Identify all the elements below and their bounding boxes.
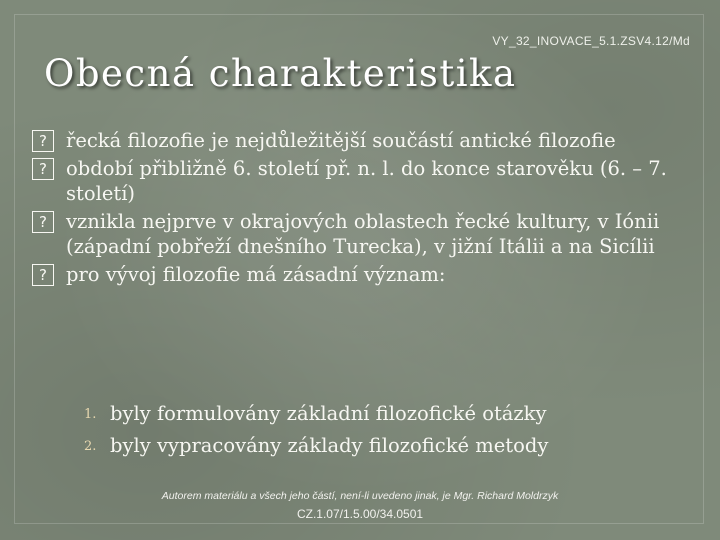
bullet-text: období přibližně 6. století př. n. l. do konce starověku (6. – 7. století) — [66, 157, 667, 205]
bullet-item — [32, 262, 692, 287]
bullet-item — [32, 128, 692, 153]
item-number: 2. — [84, 439, 97, 454]
numbered-item — [84, 430, 548, 462]
bullet-text: řecká filozofie je nejdůležitější součástí antické filozofie — [66, 129, 616, 152]
missing-glyph-icon: ? — [32, 211, 54, 233]
footer — [0, 487, 720, 523]
bullet-item — [32, 156, 692, 206]
slide-title: Obecná charakteristika — [44, 52, 517, 95]
material-code: VY_32_INOVACE_5.1.ZSV4.12/Md — [492, 34, 690, 48]
missing-glyph-icon: ? — [32, 264, 54, 286]
missing-glyph-icon: ? — [32, 158, 54, 180]
numbered-item — [84, 398, 548, 430]
bullet-text: vznikla nejprve v okrajových oblastech řecké kultury, v Iónii (západní pobřeží dnešního Turecka), v jižní Itálii a na Sicílii — [66, 210, 660, 258]
bullet-item — [32, 209, 692, 259]
missing-glyph-icon: ? — [32, 130, 54, 152]
item-number: 1. — [84, 407, 97, 422]
numbered-text: byly vypracovány základy filozofické metody — [110, 434, 549, 457]
bullet-list — [32, 128, 692, 290]
footer-author: Autorem materiálu a všech jeho částí, není-li uvedeno jinak, je Mgr. Richard Moldrzyk — [161, 490, 559, 502]
numbered-list — [84, 398, 548, 462]
numbered-text: byly formulovány základní filozofické otázky — [110, 402, 547, 425]
footer-project-code: CZ.1.07/1.5.00/34.0501 — [296, 507, 424, 521]
bullet-text: pro vývoj filozofie má zásadní význam: — [66, 263, 446, 286]
